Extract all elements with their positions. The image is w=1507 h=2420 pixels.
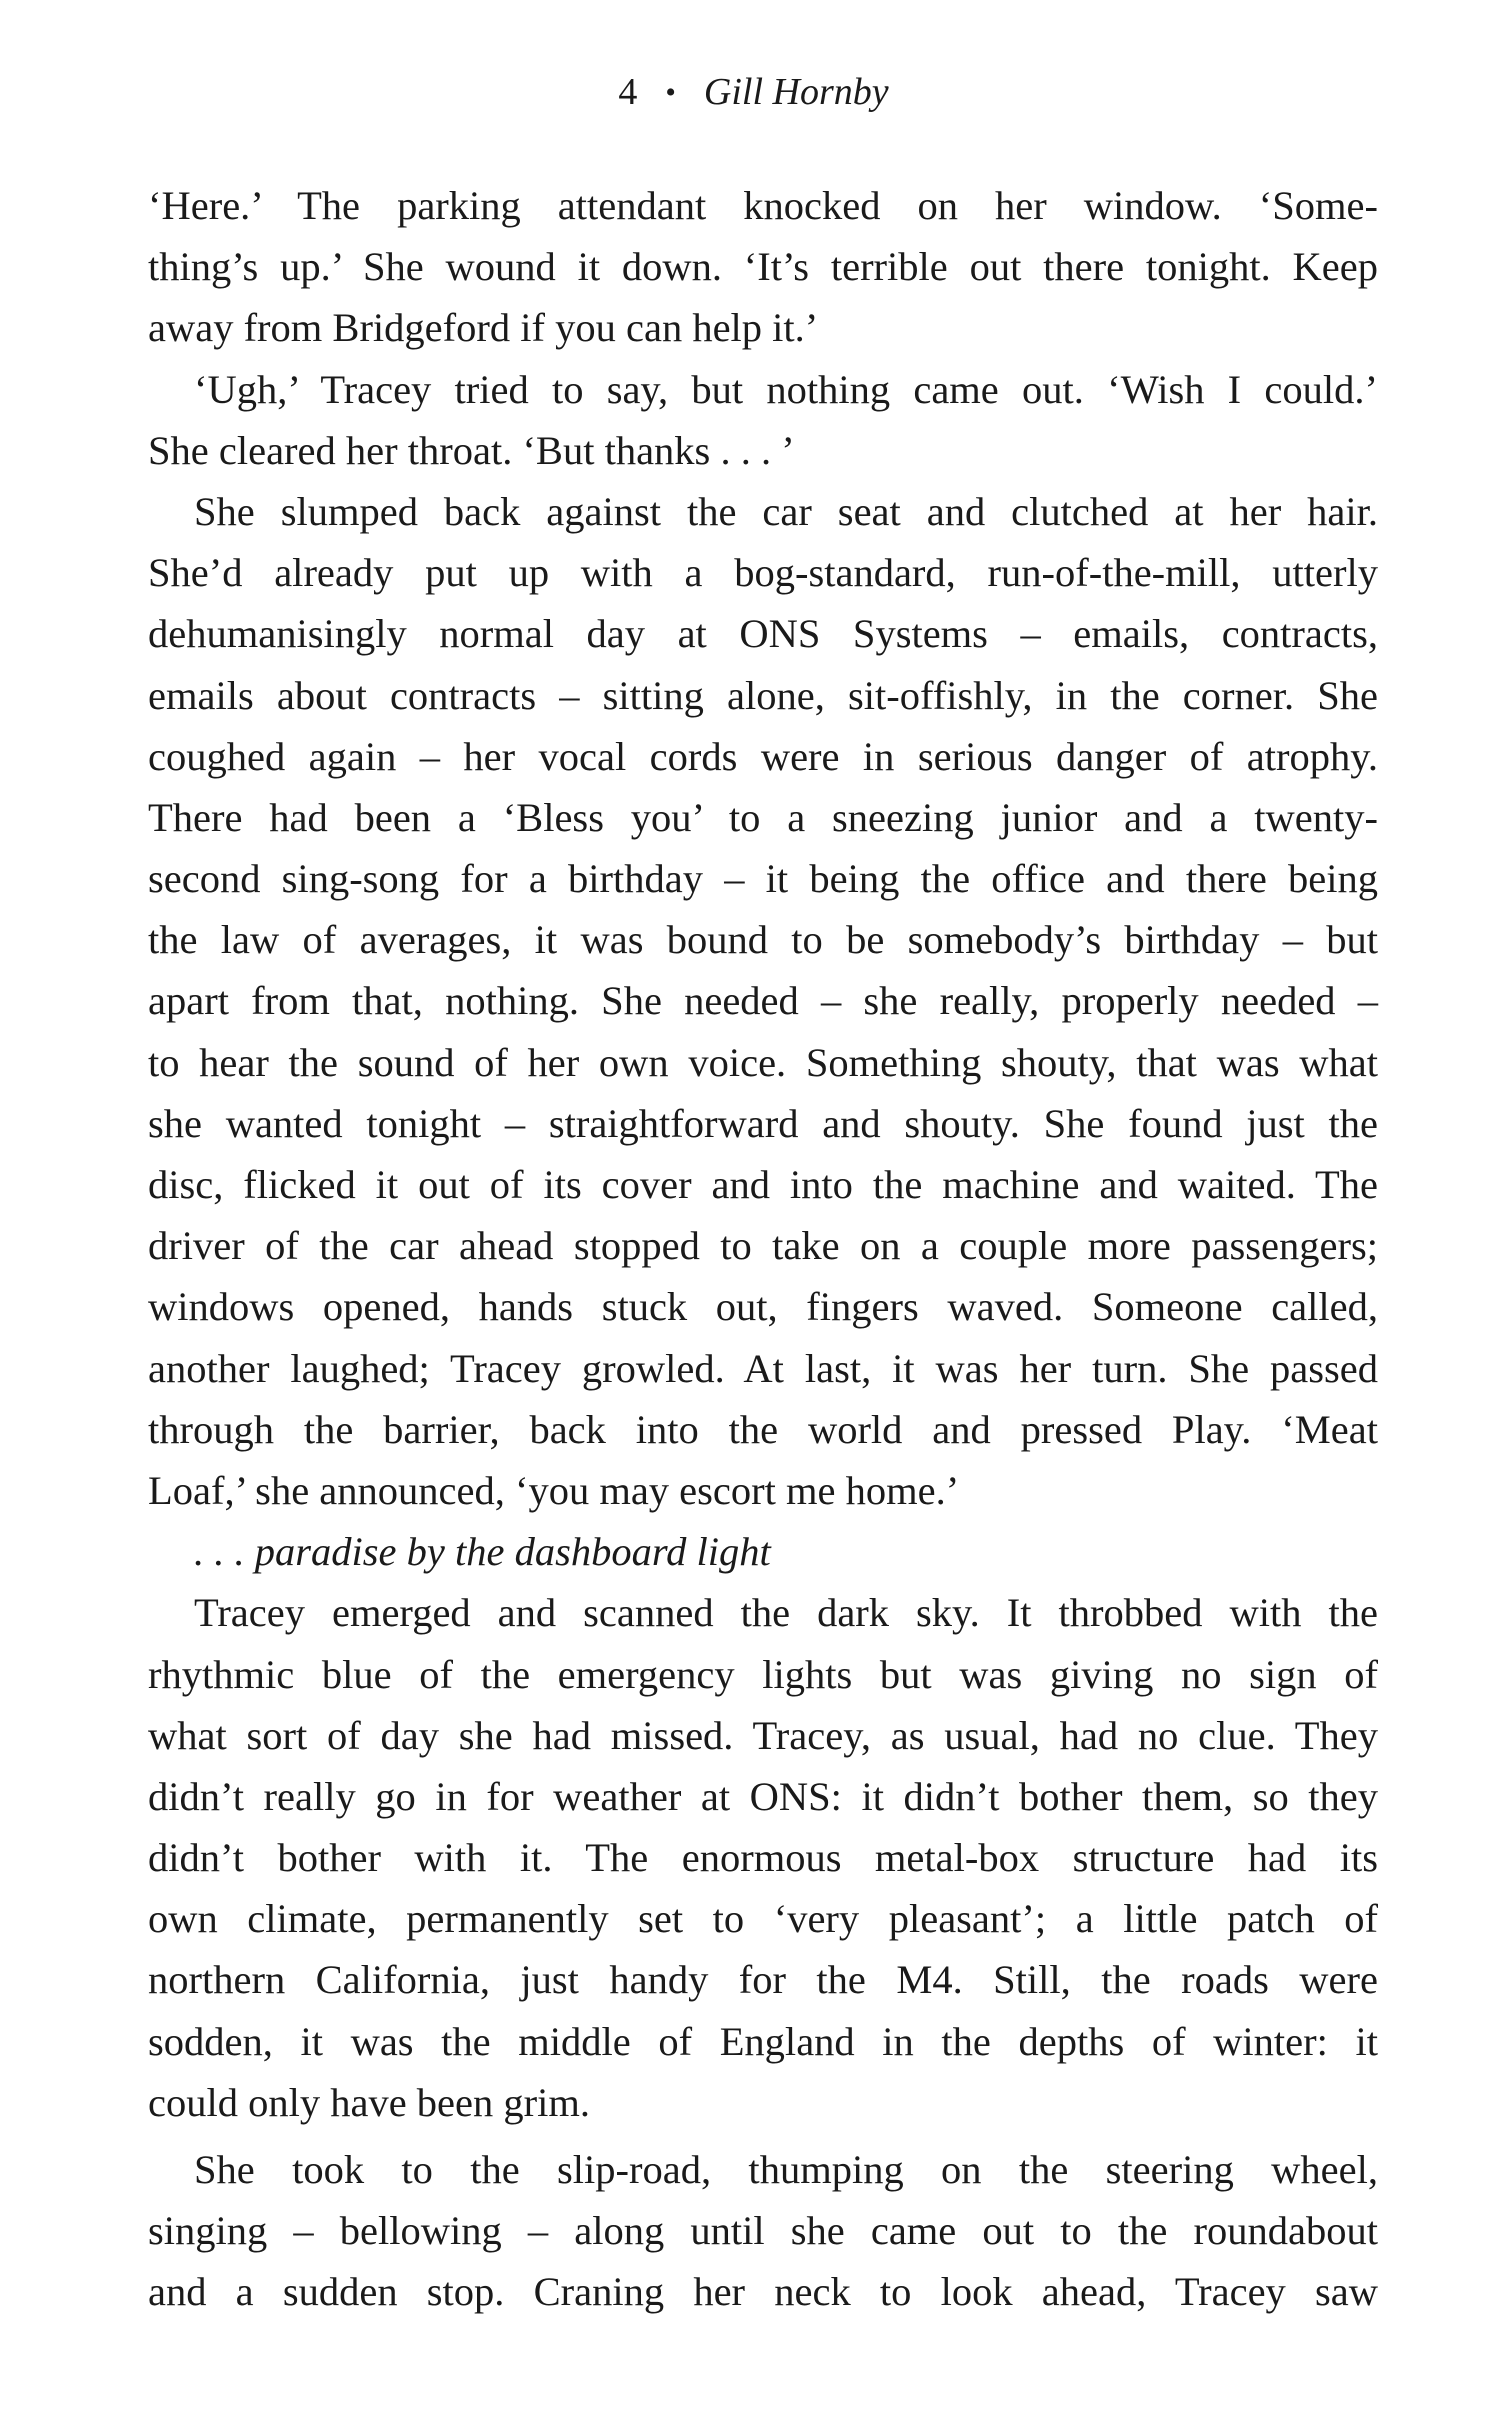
text-line: There had been a ‘Bless you’ to a sneezing junior and a twenty- <box>148 794 1378 840</box>
text-line: second sing-song for a birthday – it being the office and there being <box>148 856 1378 902</box>
text-line: ‘Ugh,’ Tracey tried to say, but nothing came out. ‘Wish I could.’ <box>194 366 1378 412</box>
text-line: apart from that, nothing. She needed – she really, properly needed – <box>148 978 1378 1024</box>
text-line: could only have been grim. <box>148 2079 590 2125</box>
text-line: She’d already put up with a bog-standard, run-of-the-mill, utterly <box>148 550 1378 596</box>
text-line: another laughed; Tracey growled. At last, it was her turn. She passed <box>148 1345 1378 1391</box>
text-line: She slumped back against the car seat and clutched at her hair. <box>194 488 1378 534</box>
text-line: what sort of day she had missed. Tracey, as usual, had no clue. They <box>148 1712 1378 1758</box>
text-line: own climate, permanently set to ‘very pleasant’; a little patch of <box>148 1896 1378 1942</box>
text-line: away from Bridgeford if you can help it.’ <box>148 305 819 351</box>
text-line: emails about contracts – sitting alone, sit-offishly, in the corner. She <box>148 672 1378 718</box>
text-line: to hear the sound of her own voice. Something shouty, that was what <box>148 1039 1378 1085</box>
text-line: coughed again – her vocal cords were in serious danger of atrophy. <box>148 733 1378 779</box>
author-name: Gill Hornby <box>703 71 889 113</box>
text-line: ‘Here.’ The parking attendant knocked on her window. ‘Some- <box>148 183 1378 228</box>
text-line: disc, flicked it out of its cover and into the machine and waited. The <box>148 1162 1378 1207</box>
text-line: She took to the slip-road, thumping on the steering wheel, <box>194 2147 1378 2192</box>
text-line: Loaf,’ she announced, ‘you may escort me home.’ <box>148 1467 960 1513</box>
text-line: She cleared her throat. ‘But thanks . . . ’ <box>148 427 795 473</box>
text-line: northern California, just handy for the M4. Still, the roads were <box>148 1957 1378 2003</box>
text-line: singing – bellowing – along until she came out to the roundabout <box>148 2208 1378 2254</box>
text-line: driver of the car ahead stopped to take on a couple more passengers; <box>148 1223 1378 1269</box>
text-line: she wanted tonight – straightforward and shouty. She found just the <box>148 1100 1378 1146</box>
running-head <box>0 62 1507 123</box>
page-number: 4 <box>618 71 638 113</box>
body-text <box>148 175 1378 2323</box>
text-line: through the barrier, back into the world and pressed Play. ‘Meat <box>148 1406 1378 1452</box>
text-line: dehumanisingly normal day at ONS Systems – emails, contracts, <box>148 611 1378 657</box>
text-line: didn’t really go in for weather at ONS: it didn’t bother them, so they <box>148 1773 1378 1819</box>
text-line: the law of averages, it was bound to be somebody’s birthday – but <box>148 917 1378 963</box>
text-line: windows opened, hands stuck out, fingers waved. Someone called, <box>148 1284 1378 1330</box>
text-line: and a sudden stop. Craning her neck to look ahead, Tracey saw <box>148 2269 1378 2315</box>
text-line: Tracey emerged and scanned the dark sky. It throbbed with the <box>194 1590 1378 1636</box>
text-line: rhythmic blue of the emergency lights but was giving no sign of <box>148 1651 1378 1697</box>
text-line: thing’s up.’ She wound it down. ‘It’s terrible out there tonight. Keep <box>148 244 1378 290</box>
text-line: didn’t bother with it. The enormous metal-box structure had its <box>148 1835 1378 1881</box>
text-line: sodden, it was the middle of England in the depths of winter: it <box>148 2018 1378 2064</box>
lyric-line: . . . paradise by the dashboard light <box>194 1529 771 1575</box>
separator-bullet: • <box>665 76 676 109</box>
